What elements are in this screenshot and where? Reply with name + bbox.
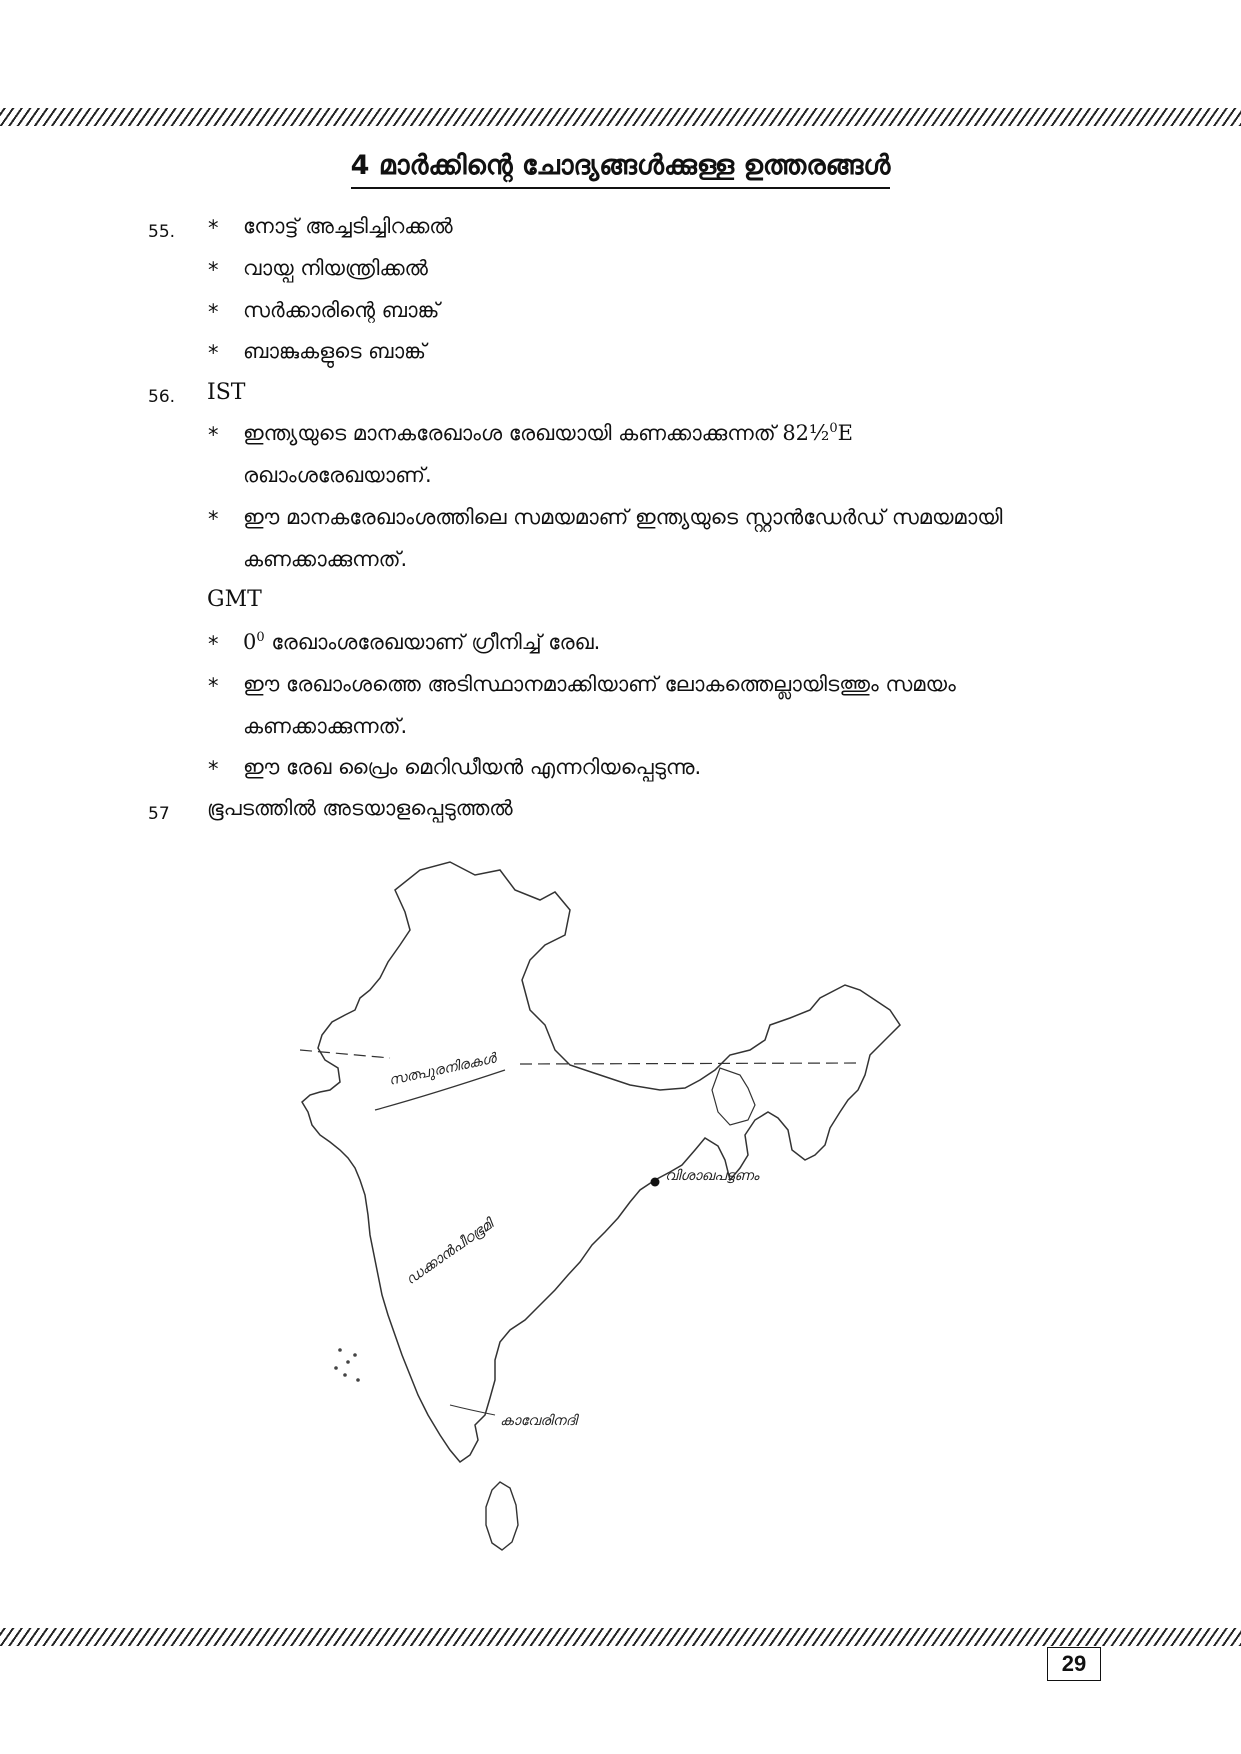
gmt-item-1: $0^0$ രേഖാംശരേഖയാണ് ഗ്രീനിച്ച് രേഖ. xyxy=(243,630,601,654)
question-number-57: 57 xyxy=(148,804,170,824)
bullet: * xyxy=(208,216,219,240)
gmt-item-2-line-2: കണക്കാക്കുന്നത്. xyxy=(243,714,408,738)
ist-item-2-line-2: കണക്കാക്കുന്നത്. xyxy=(243,547,408,571)
gmt-item-2-line-1: ഈ രേഖാംശത്തെ അടിസ്ഥാനമാക്കിയാണ് ലോകത്തെല്ലായിടത്തും സമയം xyxy=(243,672,956,696)
bullet: * xyxy=(208,507,219,531)
q55-item-2: വായ്പ നിയന്ത്രിക്കൽ xyxy=(243,256,428,280)
q55-item-3: സർക്കാരിന്റെ ബാങ്ക് xyxy=(243,298,440,322)
q57-text: ഭൂപടത്തിൽ അടയാളപ്പെടുത്തൽ xyxy=(207,796,513,820)
ist-item-2-line-1: ഈ മാനകരേഖാംശത്തിലെ സമയമാണ് ഇന്ത്യയുടെ സ്റ്റാൻഡേർഡ് സമയമായി xyxy=(243,505,1003,529)
bullet: * xyxy=(208,300,219,324)
india-map-outline xyxy=(300,850,950,1620)
question-number-56: 56. xyxy=(148,387,176,407)
bullet: * xyxy=(208,757,219,781)
ist-heading: IST xyxy=(207,380,246,405)
bottom-hatch-border xyxy=(0,1628,1241,1646)
bullet: * xyxy=(208,632,219,656)
map-label-kaveri: കാവേരിനദി xyxy=(500,1413,577,1429)
bullet: * xyxy=(208,258,219,282)
bullet: * xyxy=(208,341,219,365)
map-label-visakhapatnam: വിശാഖപട്ടണം xyxy=(665,1168,759,1184)
q55-item-4: ബാങ്കുകളുടെ ബാങ്ക് xyxy=(243,339,427,363)
map-label-deccan: ഡക്കാൻപീഠഭൂമി xyxy=(403,1216,497,1289)
q55-item-1: നോട്ട് അച്ചടിച്ചിറക്കൽ xyxy=(243,214,453,238)
india-map xyxy=(300,850,950,1620)
bullet: * xyxy=(208,674,219,698)
map-label-satpura: സത്പുരനിരകൾ xyxy=(387,1050,498,1089)
question-number-55: 55. xyxy=(148,222,176,242)
gmt-heading: GMT xyxy=(207,587,262,612)
gmt-item-3: ഈ രേഖ പ്രൈം മെറിഡീയൻ എന്നറിയപ്പെടുന്നു. xyxy=(243,755,702,779)
page-number: 29 xyxy=(1047,1647,1101,1681)
bullet: * xyxy=(208,423,219,447)
ist-item-1-line-2: രഖാംശരേഖയാണ്. xyxy=(243,463,432,487)
ist-item-1-line-1: ഇന്ത്യയുടെ മാനകരേഖാംശ രേഖയായി കണക്കാക്കുന്നത് 82½$^0$E xyxy=(243,421,854,445)
page-title: 4 മാർക്കിന്റെ ചോദ്യങ്ങൾക്കുള്ള ഉത്തരങ്ങൾ xyxy=(0,150,1241,182)
top-hatch-border xyxy=(0,108,1241,126)
